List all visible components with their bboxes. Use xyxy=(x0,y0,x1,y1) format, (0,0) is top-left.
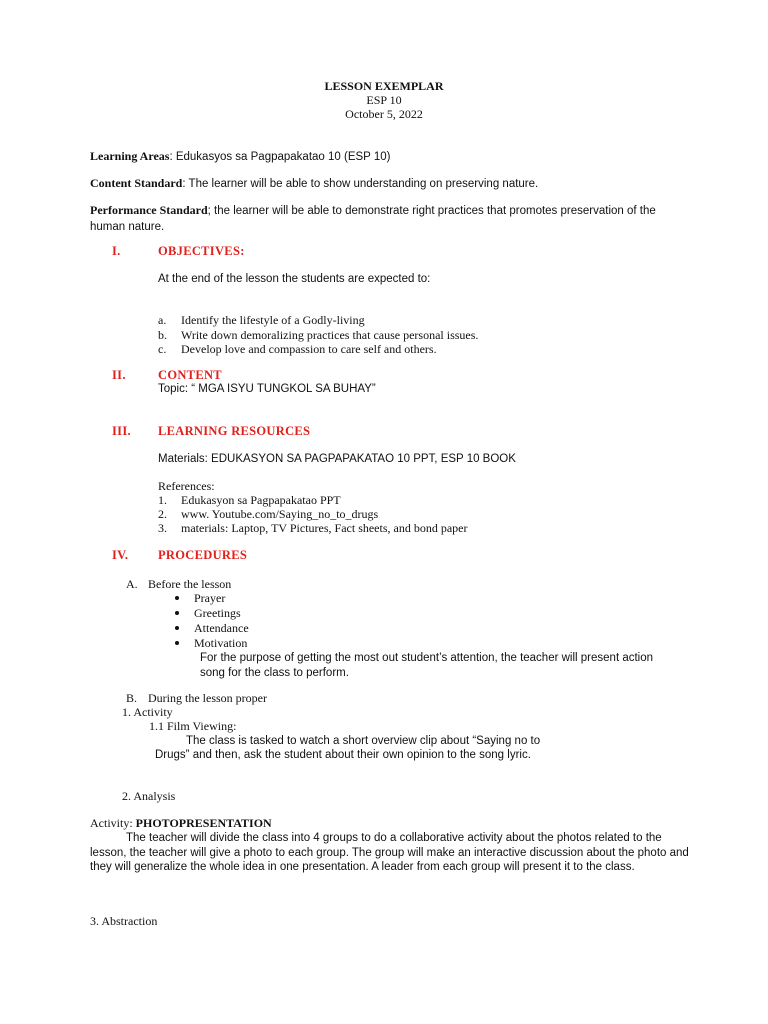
abstraction-heading: 3. Abstraction xyxy=(90,914,158,928)
performance-standard-label: Performance Standard xyxy=(90,203,208,217)
reference-marker: 1. xyxy=(158,493,167,507)
bullet-icon xyxy=(175,596,179,600)
before-lesson-item: Attendance xyxy=(194,621,249,635)
section-numeral-procedures: IV. xyxy=(112,548,129,562)
section-heading-objectives: OBJECTIVES: xyxy=(158,244,245,258)
reference-item: materials: Laptop, TV Pictures, Fact sheets, and bond paper xyxy=(181,521,468,535)
objective-marker: b. xyxy=(158,328,167,342)
before-lesson-marker: A. xyxy=(126,577,138,591)
references-label: References: xyxy=(158,479,215,493)
objective-marker: c. xyxy=(158,342,167,356)
objective-item: Identify the lifestyle of a Godly-living xyxy=(181,313,365,327)
section-heading-resources: LEARNING RESOURCES xyxy=(158,424,311,438)
content-standard xyxy=(90,176,538,191)
activity-label: Activity: xyxy=(90,816,136,830)
activity-heading: 1. Activity xyxy=(122,705,173,719)
reference-item: Edukasyon sa Pagpapakatao PPT xyxy=(181,493,341,507)
document-title: LESSON EXEMPLAR xyxy=(324,79,444,93)
film-viewing-heading: 1.1 Film Viewing: xyxy=(149,719,237,733)
content-topic: Topic: “ MGA ISYU TUNGKOL SA BUHAY” xyxy=(158,383,376,395)
objective-item: Develop love and compassion to care self and others. xyxy=(181,342,437,356)
learning-areas-value: : Edukasyos sa Pagpapakatao 10 (ESP 10) xyxy=(169,151,391,163)
bullet-icon xyxy=(175,641,179,645)
resources-materials: Materials: EDUKASYON SA PAGPAPAKATAO 10 PPT, ESP 10 BOOK xyxy=(158,453,516,465)
film-viewing-text-line2: Drugs” and then, ask the student about their own opinion to the song lyric. xyxy=(155,749,531,761)
section-heading-procedures: PROCEDURES xyxy=(158,548,248,562)
reference-item: www. Youtube.com/Saying_no_to_drugs xyxy=(181,507,379,521)
activity-name: PHOTOPRESENTATION xyxy=(135,816,272,830)
activity-description: The teacher will divide the class into 4 groups to do a collaborative activity about the photos related to the lesson, the teacher will give a photo to each group. The group will make an interactive discussion about the photo and they will generalize the whole idea in one presentation. A leader from each group will present it to the class. xyxy=(90,832,689,873)
learning-areas xyxy=(90,149,390,164)
objective-item: Write down demoralizing practices that cause personal issues. xyxy=(181,328,479,342)
section-numeral-objectives: I. xyxy=(112,244,121,258)
reference-marker: 2. xyxy=(158,507,167,521)
section-heading-content: CONTENT xyxy=(158,368,222,382)
objectives-intro: At the end of the lesson the students are expected to: xyxy=(158,273,431,285)
learning-areas-label: Learning Areas xyxy=(90,149,170,163)
before-lesson-item: Greetings xyxy=(194,606,241,620)
performance-standard-value: ; the learner will be able to demonstrate right practices that promotes preservation of the human nature. xyxy=(90,205,656,233)
bullet-icon xyxy=(175,626,179,630)
section-numeral-resources: III. xyxy=(112,424,131,438)
reference-marker: 3. xyxy=(158,521,167,535)
section-numeral-content: II. xyxy=(112,368,126,382)
before-lesson-item: Prayer xyxy=(194,591,226,605)
before-lesson-label: Before the lesson xyxy=(148,577,232,591)
during-lesson-marker: B. xyxy=(126,691,138,705)
content-standard-label: Content Standard xyxy=(90,176,183,190)
document-date: October 5, 2022 xyxy=(345,107,423,121)
before-lesson-item: Motivation xyxy=(194,636,248,650)
activity-line xyxy=(90,816,272,830)
during-lesson-label: During the lesson proper xyxy=(148,691,267,705)
film-viewing-text-line1: The class is tasked to watch a short overview clip about “Saying no to xyxy=(186,735,541,747)
document-subject: ESP 10 xyxy=(366,93,402,107)
content-standard-value: : The learner will be able to show understanding on preserving nature. xyxy=(182,178,539,190)
bullet-icon xyxy=(175,611,179,615)
motivation-text: For the purpose of getting the most out student’s attention, the teacher will present action song for the class to perform. xyxy=(200,652,654,679)
performance-standard xyxy=(90,203,690,234)
objective-marker: a. xyxy=(158,313,167,327)
analysis-heading: 2. Analysis xyxy=(122,789,176,803)
